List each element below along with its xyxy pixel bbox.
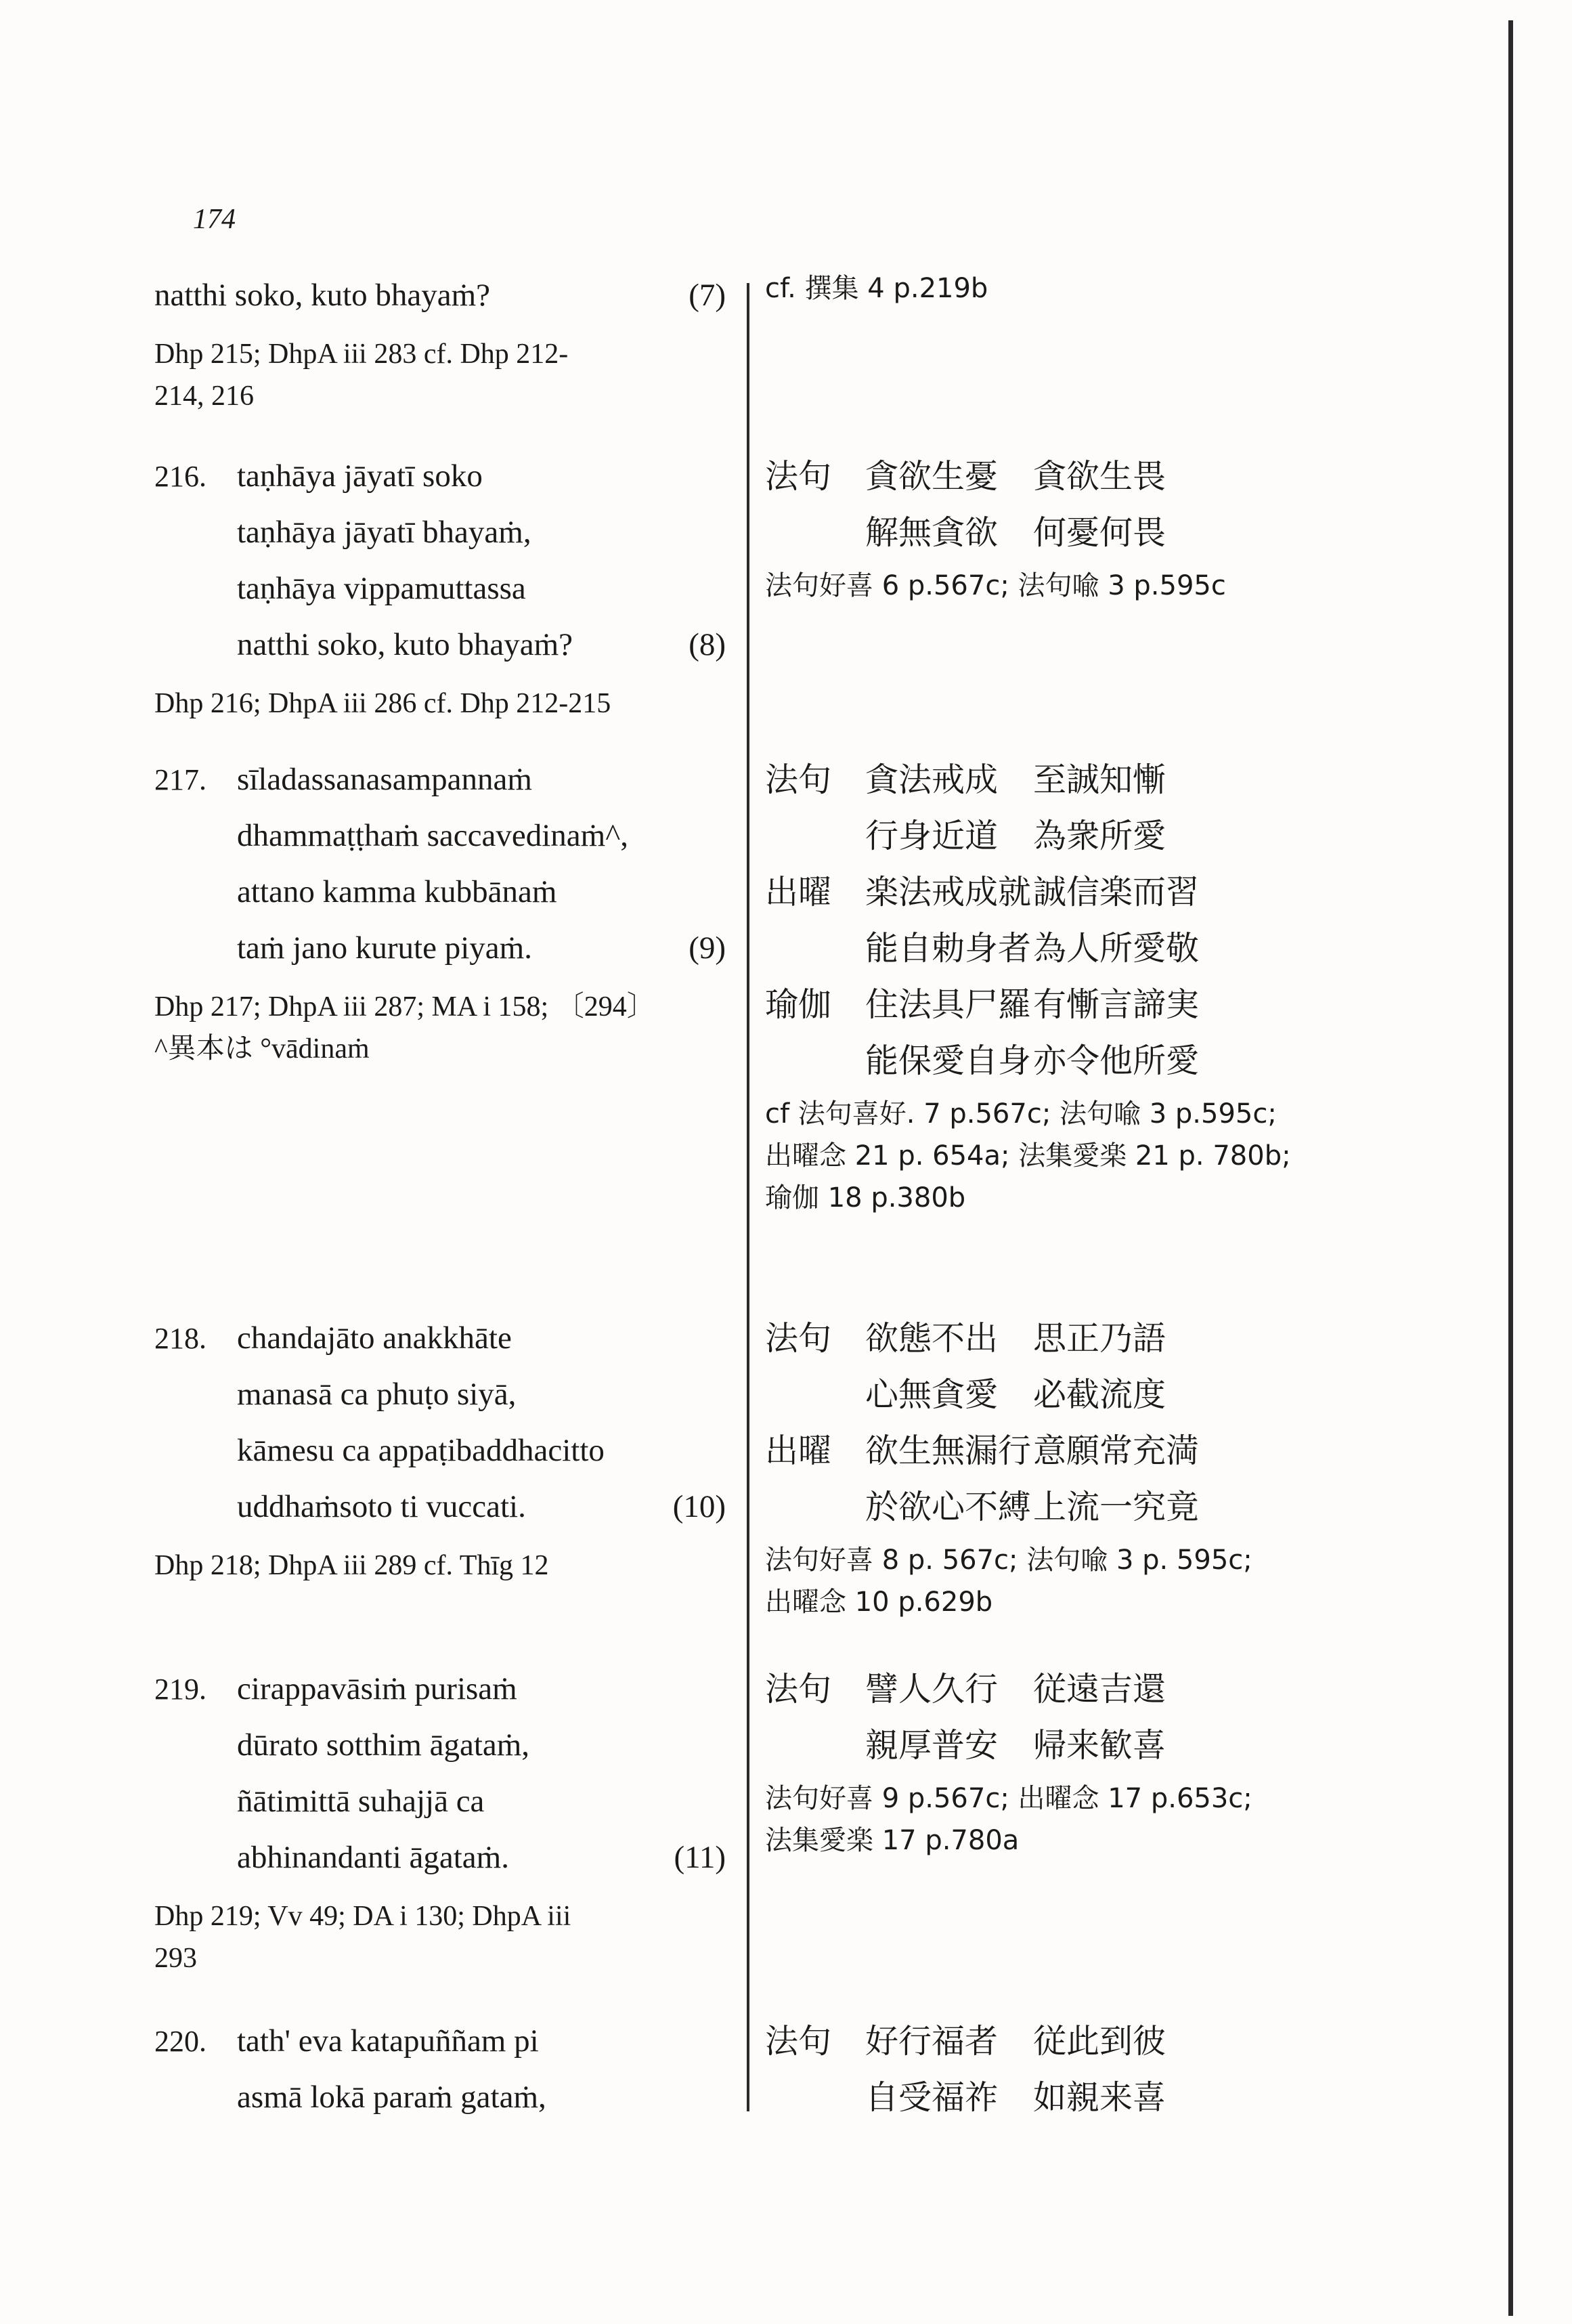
pali-references	[154, 986, 730, 1070]
verse-text: asmā lokā paraṁ gataṁ,	[237, 2080, 546, 2115]
chinese-phrase: 於欲心不縛	[865, 1488, 1032, 1526]
chinese-phrase: 何憂何畏	[1033, 513, 1166, 552]
chinese-verse-line	[765, 864, 1361, 920]
pali-references	[154, 1895, 730, 1979]
chinese-references	[765, 1539, 1361, 1623]
column-divider	[747, 283, 749, 2111]
chinese-verse-line	[765, 1423, 1361, 1479]
chinese-phrase: 能保愛自身	[865, 1041, 1032, 1080]
chinese-references	[765, 565, 1361, 607]
chinese-phrase: 帰来歓喜	[1033, 1726, 1166, 1765]
verse-text: abhinandanti āgataṁ.	[237, 1840, 509, 1875]
verse-line	[154, 752, 730, 808]
source-label: 出曜	[765, 1432, 832, 1470]
verse-marker: (8)	[689, 627, 726, 662]
chinese-phrase: 心無貪愛	[865, 1375, 999, 1414]
chinese-phrase: 行身近道	[865, 817, 999, 855]
verse-line	[154, 1479, 730, 1535]
source-label: 出曜	[765, 873, 832, 911]
source-label: 法句	[765, 760, 832, 799]
chinese-column	[765, 2013, 1361, 2126]
pali-column	[154, 448, 730, 725]
verse-line	[154, 1367, 730, 1423]
chinese-phrase: 必截流度	[1033, 1375, 1166, 1414]
verse-text: sīladassanasampannaṁ	[237, 762, 532, 797]
chinese-phrase: 貪法戒成	[865, 760, 999, 799]
source-label: 法句	[765, 1670, 832, 1708]
chinese-column	[765, 1661, 1361, 1862]
pali-column	[154, 1661, 730, 1979]
chinese-column	[765, 1310, 1361, 1623]
verse-text: dūrato sotthim āgataṁ,	[237, 1727, 530, 1763]
verse-line	[154, 1661, 730, 1717]
chinese-phrase: 貪欲生憂	[865, 457, 999, 496]
chinese-verse-line	[765, 1033, 1361, 1089]
chinese-phrase: 至誠知慚	[1033, 760, 1166, 799]
chinese-reference-line: 法句好喜 8 p. 567c; 法句喩 3 p. 595c;	[765, 1545, 1252, 1576]
chinese-phrase: 住法具尸羅	[865, 985, 1032, 1024]
chinese-verse-line	[765, 1310, 1361, 1367]
pali-references	[154, 683, 730, 725]
verse-text: dhammaṭṭhaṁ saccavedinaṁ^,	[237, 818, 628, 853]
verse-text: tath' eva katapuññam pi	[237, 2023, 539, 2059]
reference-line: ^異本は °vādinaṁ	[154, 1033, 370, 1064]
verse-line	[154, 561, 730, 617]
chinese-phrase: 自受福祚	[865, 2078, 999, 2117]
verse-line	[154, 1310, 730, 1367]
chinese-phrase: 為衆所愛	[1033, 817, 1166, 855]
verse-line	[154, 808, 730, 864]
verse-line	[154, 2013, 730, 2069]
reference-line: Dhp 216; DhpA iii 286 cf. Dhp 212-215	[154, 688, 611, 719]
page-edge-bar	[1508, 20, 1513, 2316]
chinese-reference-line: 法句好喜 9 p.567c; 出曜念 17 p.653c;	[765, 1783, 1252, 1814]
reference-line: Dhp 215; DhpA iii 283 cf. Dhp 212-	[154, 339, 569, 370]
chinese-references	[765, 1778, 1361, 1862]
reference-line: 214, 216	[154, 381, 254, 412]
verse-text: cirappavāsiṁ purisaṁ	[237, 1671, 517, 1706]
chinese-reference-line: 法集愛楽 17 p.780a	[765, 1825, 1020, 1856]
chinese-verse-line	[765, 1479, 1361, 1535]
pali-column	[154, 1310, 730, 1587]
chinese-verse-line	[765, 1661, 1361, 1717]
chinese-reference-line: cf. 撰集 4 p.219b	[765, 273, 988, 304]
chinese-phrase: 欲生無漏行	[865, 1432, 1032, 1470]
chinese-phrase: 亦令他所愛	[1033, 1041, 1200, 1080]
chinese-phrase: 上流一究竟	[1033, 1488, 1200, 1526]
verse-line	[154, 267, 730, 324]
verse-marker: (9)	[689, 930, 726, 966]
verse-text: attano kamma kubbānaṁ	[237, 874, 557, 909]
verse-marker: (10)	[672, 1489, 726, 1524]
chinese-phrase: 貪欲生畏	[1033, 457, 1166, 496]
verse-text: taṁ jano kurute piyaṁ.	[237, 930, 532, 966]
verse-text: taṇhāya vippamuttassa	[237, 571, 526, 606]
verse-text: taṇhāya jāyatī bhayaṁ,	[237, 515, 531, 550]
verse-line	[154, 1773, 730, 1830]
verse-number: 219.	[154, 1673, 206, 1706]
chinese-verse-line	[765, 2069, 1361, 2126]
chinese-references	[765, 1093, 1361, 1219]
chinese-phrase: 意願常充満	[1033, 1432, 1200, 1470]
verse-text: chandajāto anakkhāte	[237, 1320, 512, 1356]
page-number: 174	[193, 204, 236, 235]
verse-marker: (11)	[674, 1840, 726, 1875]
chinese-phrase: 如親来喜	[1033, 2078, 1166, 2117]
chinese-verse-line	[765, 1367, 1361, 1423]
pali-references	[154, 333, 730, 417]
chinese-phrase: 従此到彼	[1033, 2022, 1166, 2061]
chinese-reference-line: 出曜念 10 p.629b	[765, 1587, 993, 1618]
chinese-reference-line: cf 法句喜好. 7 p.567c; 法句喩 3 p.595c;	[765, 1098, 1277, 1129]
verse-text: taṇhāya jāyatī soko	[237, 458, 483, 494]
pali-references	[154, 1545, 730, 1587]
chinese-phrase: 従遠吉還	[1033, 1670, 1166, 1708]
verse-line	[154, 504, 730, 561]
chinese-reference-line: 出曜念 21 p. 654a; 法集愛楽 21 p. 780b;	[765, 1140, 1291, 1171]
verse-line	[154, 920, 730, 976]
verse-text: uddhaṁsoto ti vuccati.	[237, 1489, 526, 1524]
chinese-verse-line	[765, 1717, 1361, 1773]
source-label: 法句	[765, 2022, 832, 2061]
verse-text: kāmesu ca appaṭibaddhacitto	[237, 1433, 605, 1468]
verse-text: ñātimittā suhajjā ca	[237, 1784, 485, 1819]
reference-line: Dhp 217; DhpA iii 287; MA i 158; 〔294〕	[154, 991, 655, 1023]
verse-line	[154, 2069, 730, 2126]
verse-line	[154, 617, 730, 673]
reference-line: Dhp 218; DhpA iii 289 cf. Thīg 12	[154, 1550, 549, 1581]
chinese-verse-line	[765, 448, 1361, 504]
chinese-verse-line	[765, 808, 1361, 864]
chinese-verse-line	[765, 2013, 1361, 2069]
source-label: 法句	[765, 457, 832, 496]
reference-line: Dhp 219; Vv 49; DA i 130; DhpA iii	[154, 1901, 571, 1932]
chinese-phrase: 譬人久行	[865, 1670, 999, 1708]
chinese-references	[765, 267, 1361, 309]
chinese-phrase: 欲態不出	[865, 1319, 999, 1358]
chinese-column	[765, 267, 1361, 309]
verse-marker: (7)	[689, 278, 726, 313]
chinese-reference-line: 法句好喜 6 p.567c; 法句喩 3 p.595c	[765, 570, 1226, 601]
verse-number: 220.	[154, 2025, 206, 2058]
verse-line	[154, 1423, 730, 1479]
source-label: 瑜伽	[765, 985, 832, 1024]
verse-number: 218.	[154, 1322, 206, 1355]
chinese-column	[765, 448, 1361, 607]
pali-column	[154, 752, 730, 1070]
chinese-column	[765, 752, 1361, 1219]
chinese-reference-line: 瑜伽 18 p.380b	[765, 1182, 966, 1213]
verse-line	[154, 1717, 730, 1773]
chinese-phrase: 解無貪欲	[865, 513, 999, 552]
verse-line	[154, 1830, 730, 1886]
verse-number: 216.	[154, 460, 206, 493]
source-label: 法句	[765, 1319, 832, 1358]
chinese-verse-line	[765, 752, 1361, 808]
reference-line: 293	[154, 1943, 197, 1974]
chinese-verse-line	[765, 504, 1361, 561]
verse-number: 217.	[154, 763, 206, 796]
verse-line	[154, 448, 730, 504]
chinese-phrase: 為人所愛敬	[1033, 929, 1200, 968]
chinese-phrase: 有慚言諦実	[1033, 985, 1200, 1024]
verse-text: manasā ca phuṭo siyā,	[237, 1377, 517, 1412]
verse-text: natthi soko, kuto bhayaṁ?	[154, 278, 491, 313]
chinese-phrase: 親厚普安	[865, 1726, 999, 1765]
pali-column	[154, 2013, 730, 2126]
chinese-phrase: 楽法戒成就	[865, 873, 1032, 911]
chinese-phrase: 思正乃語	[1033, 1319, 1166, 1358]
chinese-verse-line	[765, 976, 1361, 1033]
chinese-phrase: 好行福者	[865, 2022, 999, 2061]
chinese-phrase: 誠信楽而習	[1033, 873, 1200, 911]
chinese-phrase: 能自勅身者	[865, 929, 1032, 968]
verse-line	[154, 864, 730, 920]
verse-text: natthi soko, kuto bhayaṁ?	[237, 627, 573, 662]
pali-column	[154, 267, 730, 417]
chinese-verse-line	[765, 920, 1361, 976]
